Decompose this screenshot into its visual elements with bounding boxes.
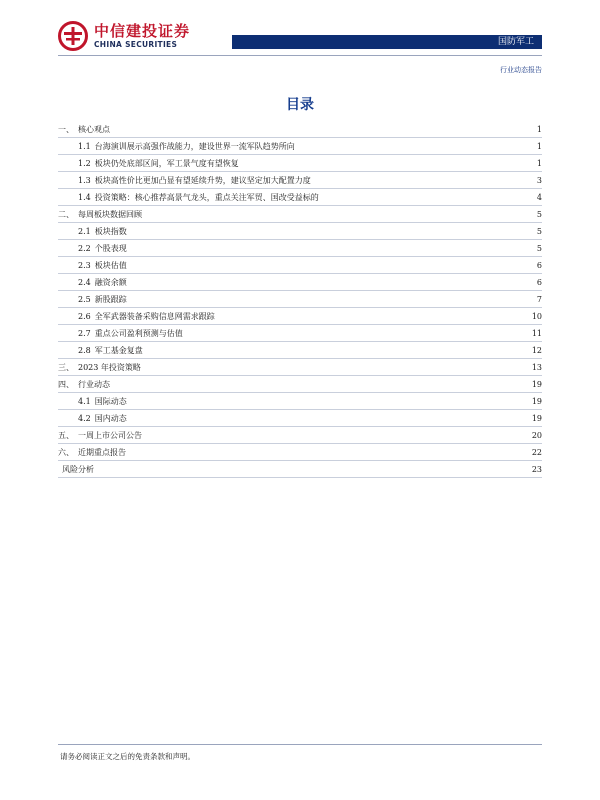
- toc-entry-label: [58, 376, 110, 392]
- toc-entry-page: 1: [536, 158, 542, 168]
- toc-entry-text: 重点公司盈利预测与估值: [94, 328, 183, 338]
- toc-entry[interactable]: [58, 138, 542, 155]
- toc-entry-page: 19: [531, 379, 542, 389]
- toc-entry-number: 四、: [58, 379, 74, 389]
- toc-entry-page: 23: [531, 464, 542, 474]
- toc-title: 目录: [286, 97, 314, 113]
- toc-entry-label: [78, 291, 127, 307]
- toc-entry-label: [78, 308, 215, 324]
- toc-entry-number: 六、: [58, 447, 74, 457]
- toc-entry-label: [78, 189, 319, 205]
- toc-entry-number: 1.1: [78, 141, 91, 151]
- toc-entry-number: 1.2: [78, 158, 91, 168]
- toc-entry-label: [58, 427, 142, 443]
- toc-entry[interactable]: [58, 291, 542, 308]
- toc-entry-number: 4.1: [78, 396, 91, 406]
- toc-entry-page: 12: [531, 345, 542, 355]
- toc-entry-page: 3: [536, 175, 542, 185]
- toc-entry-text: 国内动态: [94, 413, 127, 423]
- toc-entry[interactable]: [58, 206, 542, 223]
- toc-entry-page: 5: [536, 243, 542, 253]
- toc-entry[interactable]: [58, 274, 542, 291]
- toc-entry[interactable]: [58, 240, 542, 257]
- toc-entry-label: [78, 325, 183, 341]
- toc-entry-text: 投资策略：核心推荐高景气龙头，重点关注军贸、国改受益标的: [94, 192, 319, 202]
- toc-entry-text: 新股跟踪: [94, 294, 127, 304]
- logo-chinese-name: 中信建投证券: [94, 22, 191, 40]
- toc-entry-label: [58, 206, 142, 222]
- section-label: 国防军工: [497, 37, 534, 47]
- toc-entry-label: [78, 155, 239, 171]
- toc-entry-page: 6: [536, 277, 542, 287]
- toc-entry-label: [58, 444, 126, 460]
- toc-entry-text: 板块仍处底部区间，军工景气度有望恢复: [94, 158, 239, 168]
- toc-entry-text: 风险分析: [62, 464, 94, 474]
- toc-entry[interactable]: [58, 444, 542, 461]
- toc-entry-page: 1: [536, 124, 542, 134]
- toc-entry-number: 2.8: [78, 345, 91, 355]
- toc-entry-label: [58, 461, 94, 477]
- toc-entry-page: 19: [531, 396, 542, 406]
- toc-entry-label: [58, 359, 141, 375]
- toc-entry-page: 11: [531, 328, 542, 338]
- toc-entry-text: 2023 年投资策略: [78, 362, 141, 372]
- toc-entry[interactable]: [58, 342, 542, 359]
- toc-entry-page: 5: [536, 209, 542, 219]
- toc-entry-text: 个股表现: [94, 243, 127, 253]
- toc-entry[interactable]: [58, 121, 542, 138]
- toc-entry-page: 1: [536, 141, 542, 151]
- toc-entry-text: 每周板块数据回顾: [78, 209, 142, 219]
- toc-entry[interactable]: [58, 223, 542, 240]
- toc-entry-page: 6: [536, 260, 542, 270]
- toc-entry-label: [78, 257, 127, 273]
- toc-entry-page: 20: [531, 430, 542, 440]
- toc-entry-number: 2.6: [78, 311, 91, 321]
- toc-entry-number: 2.4: [78, 277, 91, 287]
- company-logo: [58, 20, 198, 54]
- toc-entry-text: 行业动态: [78, 379, 110, 389]
- toc-entry-page: 5: [536, 226, 542, 236]
- toc-entry-text: 台海演训展示高强作战能力，建设世界一流军队趋势所向: [94, 141, 295, 151]
- toc-entry[interactable]: [58, 427, 542, 444]
- toc-entry-text: 板块高性价比更加凸显有望延续升势，建议坚定加大配置力度: [94, 175, 311, 185]
- toc-entry[interactable]: [58, 257, 542, 274]
- section-header-bar: [232, 35, 542, 49]
- table-of-contents: [58, 121, 542, 478]
- toc-entry[interactable]: [58, 325, 542, 342]
- toc-entry-page: 22: [531, 447, 542, 457]
- toc-entry-text: 核心观点: [78, 124, 110, 134]
- toc-entry-label: [78, 138, 295, 154]
- toc-entry-number: 2.1: [78, 226, 91, 236]
- toc-entry-page: 10: [531, 311, 542, 321]
- toc-entry[interactable]: [58, 308, 542, 325]
- toc-entry-number: 三、: [58, 362, 74, 372]
- toc-entry-number: 2.5: [78, 294, 91, 304]
- toc-entry[interactable]: [58, 359, 542, 376]
- toc-entry[interactable]: [58, 189, 542, 206]
- toc-entry-text: 全军武器装备采购信息网需求跟踪: [94, 311, 215, 321]
- toc-entry-label: [78, 410, 127, 426]
- footer-divider: [58, 744, 542, 745]
- report-type-label: 行业动态报告: [500, 66, 542, 74]
- toc-entry-text: 融资余额: [94, 277, 127, 287]
- toc-entry-label: [78, 240, 127, 256]
- footer-disclaimer: 请务必阅读正文之后的免责条款和声明。: [60, 752, 195, 761]
- toc-entry-page: 4: [536, 192, 542, 202]
- toc-entry-text: 一周上市公司公告: [78, 430, 142, 440]
- toc-entry-label: [78, 342, 143, 358]
- toc-entry[interactable]: [58, 172, 542, 189]
- toc-entry[interactable]: [58, 393, 542, 410]
- toc-entry-page: 13: [531, 362, 542, 372]
- toc-entry-label: [78, 393, 127, 409]
- toc-entry-text: 板块估值: [94, 260, 127, 270]
- toc-entry-label: [58, 121, 110, 137]
- toc-entry-number: 二、: [58, 209, 74, 219]
- toc-entry-number: 五、: [58, 430, 74, 440]
- china-securities-logo-icon: [58, 21, 88, 51]
- toc-entry-number: 2.7: [78, 328, 91, 338]
- toc-entry-text: 军工基金复盘: [94, 345, 143, 355]
- toc-entry-label: [78, 274, 127, 290]
- toc-entry[interactable]: [58, 410, 542, 427]
- toc-entry-page: 19: [531, 413, 542, 423]
- toc-entry-number: 2.3: [78, 260, 91, 270]
- toc-entry-number: 2.2: [78, 243, 91, 253]
- header-divider: [58, 55, 542, 56]
- toc-entry[interactable]: [58, 461, 542, 478]
- toc-entry-text: 近期重点报告: [78, 447, 126, 457]
- toc-entry-label: [78, 172, 311, 188]
- toc-entry-label: [78, 223, 127, 239]
- toc-entry-number: 1.4: [78, 192, 91, 202]
- toc-entry-text: 国际动态: [94, 396, 127, 406]
- toc-entry[interactable]: [58, 155, 542, 172]
- toc-entry-number: 4.2: [78, 413, 91, 423]
- toc-entry-number: 一、: [58, 124, 74, 134]
- toc-entry-page: 7: [536, 294, 542, 304]
- toc-entry-number: 1.3: [78, 175, 91, 185]
- toc-entry[interactable]: [58, 376, 542, 393]
- logo-english-name: CHINA SECURITIES: [94, 40, 178, 49]
- toc-entry-text: 板块指数: [94, 226, 127, 236]
